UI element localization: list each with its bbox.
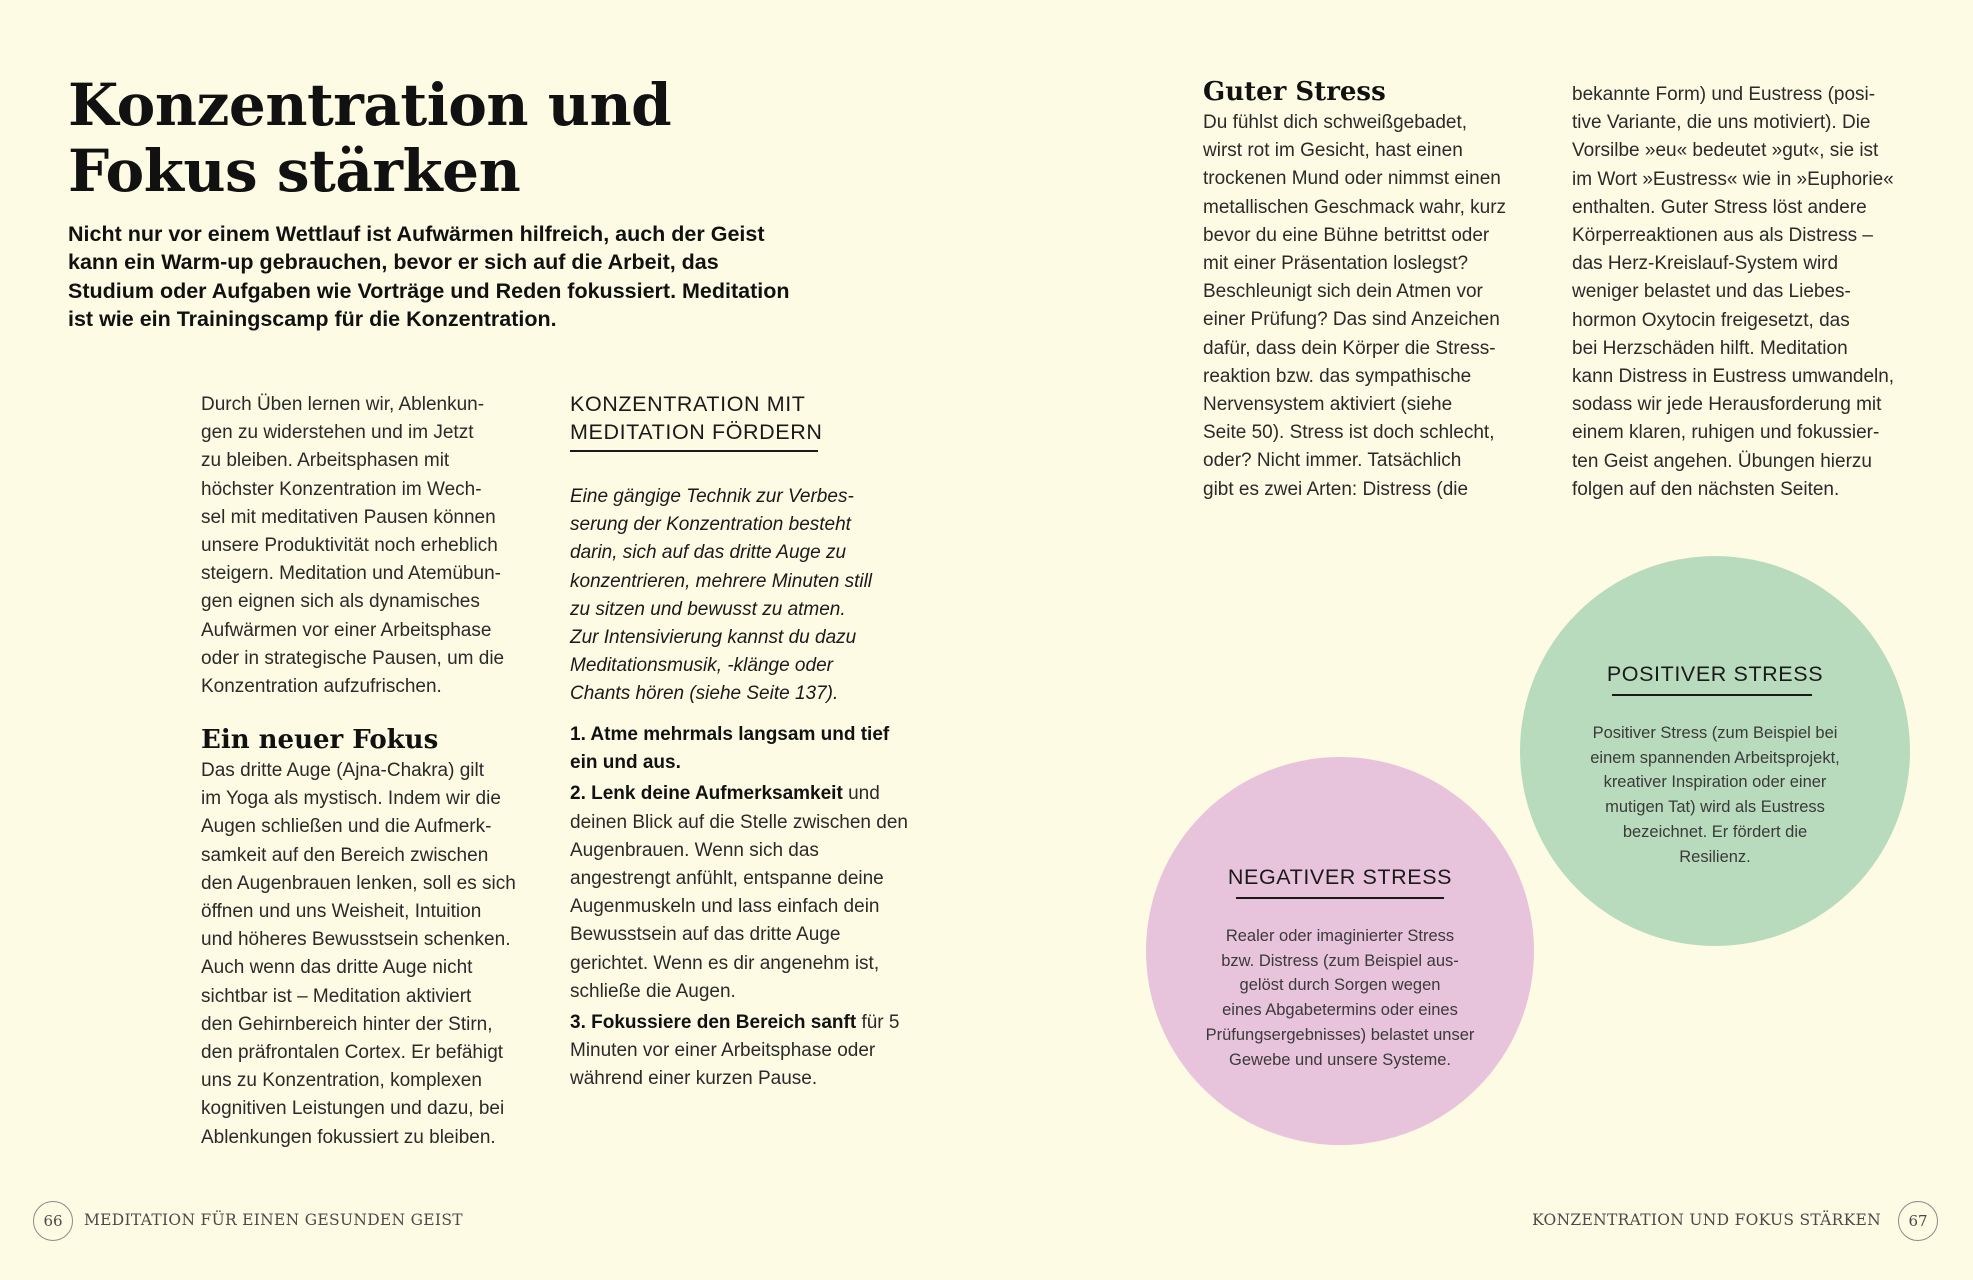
step-1: 1. Atme mehrmals langsam und tief ein und aus. xyxy=(570,724,890,774)
negative-stress-heading: NEGATIVER STRESS xyxy=(1227,865,1453,889)
subheading-new-focus: Ein neuer Fokus xyxy=(201,725,439,755)
intro-paragraph: Durch Üben lernen wir, Ablenkun- gen zu widerstehen und im Jetzt zu bleiben. Arbeitsphasen mit höchster Konzentration im Wech- sel mit meditativen Pausen können unsere Produktivität noch erheblich steigern. Meditation und Atemübun- gen eignen sich als dynamisches Aufwärmen vor einer Arbeitsphase oder in strategische Pausen, um die Konzentration aufzufrischen. xyxy=(201,394,505,698)
step-2: 2. Lenk deine Aufmerksamkeit und deinen Blick auf die Stelle zwischen den Augenbrauen. Wenn sich das angestrengt anfühlt, entspanne deine Augenmuskeln und lass einfach dein Bewusstsein auf das dritte Auge gerichtet. Wenn es dir angenehm ist, schließe die Augen. xyxy=(570,783,908,1002)
running-footer-left: MEDITATION FÜR EINEN GESUNDEN GEIST xyxy=(84,1211,463,1229)
page-number-left: 66 xyxy=(33,1201,73,1241)
section-heading-underline xyxy=(570,450,818,452)
positive-stress-underline xyxy=(1612,694,1812,696)
running-footer-right: KONZENTRATION UND FOKUS STÄRKEN xyxy=(1532,1211,1881,1229)
technique-intro-italic: Eine gängige Technik zur Verbes- serung der Konzentration besteht darin, sich auf das dritte Auge zu konzentrieren, mehrere Minuten still zu sitzen und bewusst zu atmen. Zur Intensivierung kannst du dazu Meditationsmusik, -klänge oder Chants hören (siehe Seite 137). xyxy=(570,486,873,705)
page-title xyxy=(68,72,788,204)
negative-stress-text: Realer oder imaginierter Stress bzw. Distress (zum Beispiel aus- gelöst durch Sorgen wegen eines Abgabetermins oder eines Prüfungsergebnisses) belastet unser Gewebe und unsere Systeme. xyxy=(1205,927,1475,1069)
third-eye-paragraph: Das dritte Auge (Ajna-Chakra) gilt im Yoga als mystisch. Indem wir die Augen schließen und die Aufmerk- samkeit auf den Bereich zwischen den Augenbrauen lenken, soll es sich öffnen und uns Weisheit, Intuition und höheres Bewusstsein schenken. Auch wenn das dritte Auge nicht sichtbar ist – Meditation aktiviert den Gehirnbereich hinter der Stirn, den präfrontalen Cortex. Er befähigt uns zu Konzentration, komplexen kognitiven Leistungen und dazu, bei Ablenkungen fokussiert zu bleiben. xyxy=(201,760,516,1148)
page-title-line-1: Konzentration und xyxy=(68,71,672,139)
step-3: 3. Fokussiere den Bereich sanft für 5 Minuten vor einer Arbeitsphase oder während einer kurzen Pause. xyxy=(570,1012,900,1090)
negative-stress-underline xyxy=(1236,897,1444,899)
good-stress-paragraph: Du fühlst dich schweißgebadet, wirst rot im Gesicht, hast einen trockenen Mund oder nimmst einen metallischen Geschmack wahr, kurz bevor du eine Bühne betrittst oder mit einer Präsentation loslegst? Beschleunigt sich dein Atmen vor einer Prüfung? Das sind Anzeichen dafür, dass dein Körper die Stress- reaktion bzw. das sympathische Nervensystem aktiviert (siehe Seite 50). Stress ist doch schlecht, oder? Nicht immer. Tatsächlich gibt es zwei Arten: Distress (die xyxy=(1203,112,1507,500)
steps-list xyxy=(570,721,920,1097)
lead-paragraph: Nicht nur vor einem Wettlauf ist Aufwärmen hilfreich, auch der Geist kann ein Warm-up gebrauchen, bevor er sich auf die Arbeit, das Studium oder Aufgaben wie Vorträge und Reden fokussiert. Meditation ist wie ein Trainingscamp für die Konzentration. xyxy=(68,222,790,331)
page-title-line-2: Fokus stärken xyxy=(68,137,521,205)
positive-stress-text: Positiver Stress (zum Beispiel bei einem spannenden Arbeitsprojekt, kreativer Inspiration oder einer mutigen Tat) wird als Eustress bezeichnet. Er fördert die Resilienz. xyxy=(1590,724,1840,866)
eustress-paragraph: bekannte Form) und Eustress (posi- tive Variante, die uns motiviert). Die Vorsilbe »eu« bedeutet »gut«, sie ist im Wort »Eustress« wie in »Euphorie« enthalten. Guter Stress löst andere Körperreaktionen aus als Distress – das Herz-Kreislauf-System wird weniger belastet und das Liebes- hormon Oxytocin freigesetzt, das bei Herzschäden hilft. Meditation kann Distress in Eustress umwandeln, sodass wir jede Herausforderung mit einem klaren, ruhigen und fokussier- ten Geist angehen. Übungen hierzu folgen auf den nächsten Seiten. xyxy=(1572,84,1895,500)
section-heading-meditation: KONZENTRATION MIT MEDITATION FÖRDERN xyxy=(570,392,823,444)
positive-stress-heading: POSITIVER STRESS xyxy=(1606,662,1824,686)
subheading-good-stress: Guter Stress xyxy=(1203,77,1386,107)
page-number-right: 67 xyxy=(1898,1201,1938,1241)
